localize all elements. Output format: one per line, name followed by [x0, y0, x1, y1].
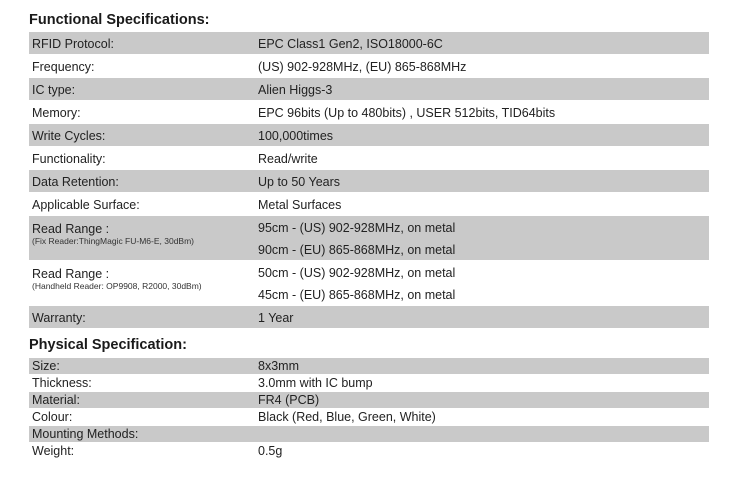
- spec-label: Material:: [32, 393, 80, 407]
- spec-label-group: [32, 267, 202, 292]
- spec-row-read-range-fix: [29, 216, 709, 261]
- spec-row-memory: [29, 101, 709, 124]
- functional-specifications-table: [29, 32, 709, 329]
- spec-label: Data Retention:: [32, 175, 119, 189]
- spec-label: Frequency:: [32, 60, 95, 74]
- spec-value: 1 Year: [258, 311, 294, 325]
- spec-row-weight: [29, 443, 709, 460]
- physical-specification-table: [29, 358, 709, 460]
- functional-specifications-title: Functional Specifications:: [29, 12, 210, 28]
- spec-value: 0.5g: [258, 444, 283, 458]
- spec-value: 3.0mm with IC bump: [258, 376, 373, 390]
- spec-label: Memory:: [32, 106, 81, 120]
- spec-row-thickness: [29, 375, 709, 392]
- spec-value: (US) 902-928MHz, (EU) 865-868MHz: [258, 60, 467, 74]
- spec-row-warranty: [29, 306, 709, 329]
- spec-label: Warranty:: [32, 311, 86, 325]
- spec-value: 95cm - (US) 902-928MHz, on metal: [258, 221, 456, 235]
- spec-label: Thickness:: [32, 376, 92, 390]
- spec-value-group: [258, 266, 455, 310]
- spec-value: EPC Class1 Gen2, ISO18000-6C: [258, 37, 443, 51]
- spec-label: Read Range :: [32, 222, 110, 236]
- spec-value: FR4 (PCB): [258, 393, 320, 407]
- spec-value: Alien Higgs-3: [258, 83, 333, 97]
- physical-specification-title: Physical Specification:: [29, 337, 187, 353]
- spec-value-group: [258, 221, 455, 265]
- spec-value: Black (Red, Blue, Green, White): [258, 410, 436, 424]
- spec-label: Colour:: [32, 410, 73, 424]
- spec-value: Up to 50 Years: [258, 175, 341, 189]
- spec-sublabel: (Fix Reader:ThingMagic FU-M6-E, 30dBm): [32, 236, 195, 246]
- spec-label: Mounting Methods:: [32, 427, 139, 441]
- spec-label: Applicable Surface:: [32, 198, 140, 212]
- spec-label: Functionality:: [32, 152, 106, 166]
- spec-row-write-cycles: [29, 124, 709, 147]
- spec-row-ic-type: [29, 78, 709, 101]
- spec-row-colour: [29, 409, 709, 426]
- spec-value: 45cm - (EU) 865-868MHz, on metal: [258, 288, 456, 302]
- spec-label-group: [32, 222, 194, 247]
- spec-value: 90cm - (EU) 865-868MHz, on metal: [258, 243, 456, 257]
- spec-row-frequency: [29, 55, 709, 78]
- spec-value: 100,000times: [258, 129, 334, 143]
- spec-label: Read Range :: [32, 267, 110, 281]
- spec-value: Metal Surfaces: [258, 198, 342, 212]
- spec-label: Size:: [32, 359, 60, 373]
- spec-value: 50cm - (US) 902-928MHz, on metal: [258, 266, 456, 280]
- spec-row-data-retention: [29, 170, 709, 193]
- spec-row-functionality: [29, 147, 709, 170]
- spec-row-material: [29, 392, 709, 409]
- spec-label: Write Cycles:: [32, 129, 106, 143]
- spec-sublabel: (Handheld Reader: OP9908, R2000, 30dBm): [32, 281, 202, 291]
- spec-value: Read/write: [258, 152, 318, 166]
- spec-row-rfid-protocol: [29, 32, 709, 55]
- spec-label: IC type:: [32, 83, 76, 97]
- spec-row-applicable-surface: [29, 193, 709, 216]
- spec-row-size: [29, 358, 709, 375]
- spec-value: EPC 96bits (Up to 480bits) , USER 512bits, TID64bits: [258, 106, 556, 120]
- spec-row-read-range-handheld: [29, 261, 709, 306]
- spec-label: Weight:: [32, 444, 75, 458]
- spec-value: 8x3mm: [258, 359, 299, 373]
- spec-label: RFID Protocol:: [32, 37, 114, 51]
- spec-row-mounting-methods: [29, 426, 709, 443]
